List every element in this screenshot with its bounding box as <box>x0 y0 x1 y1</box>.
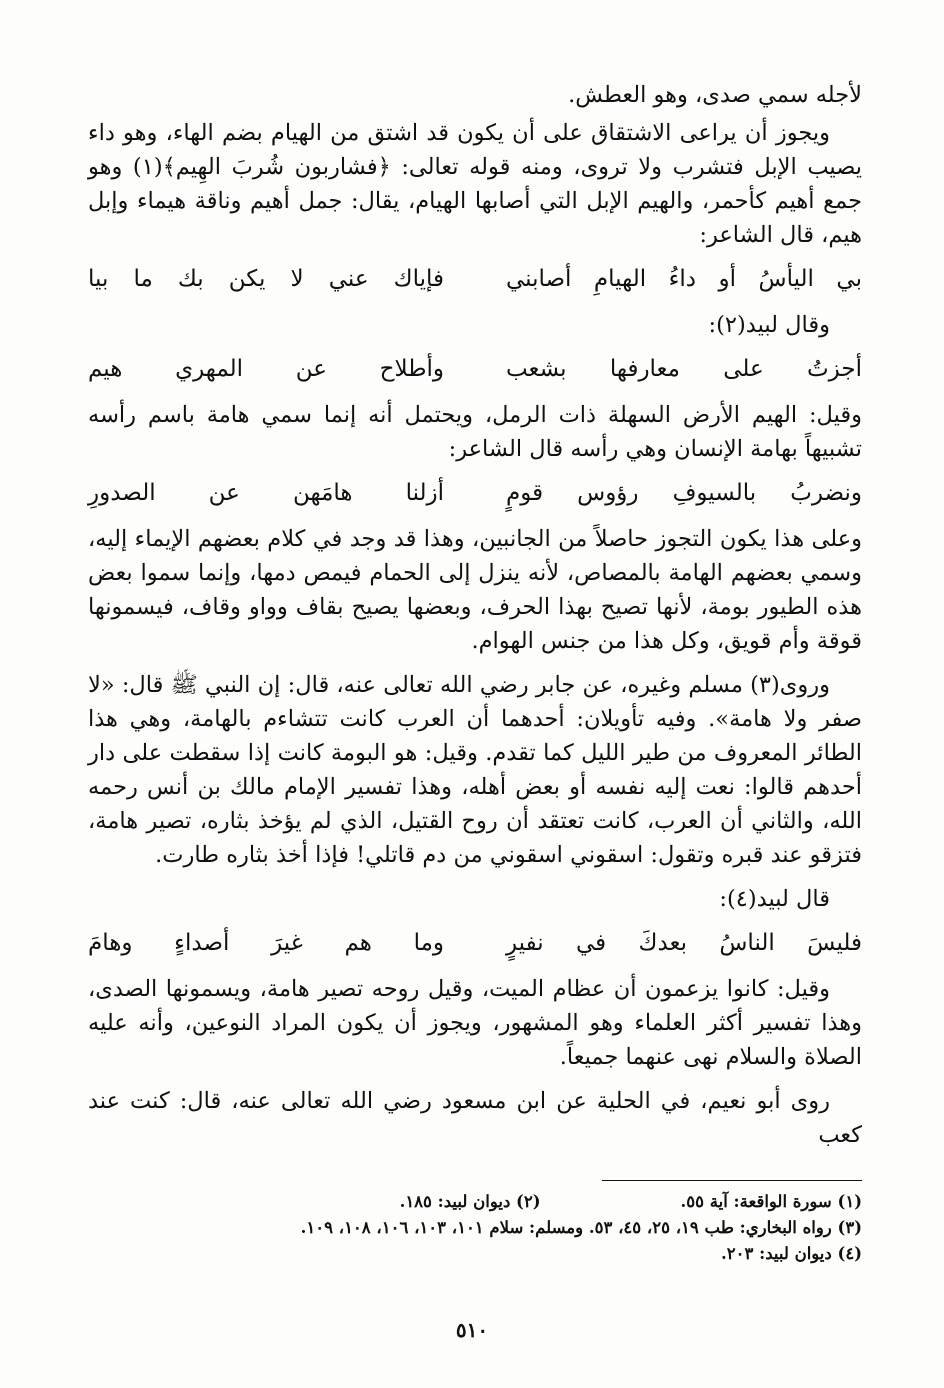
verse-2-left-hemistich: وأطلاح عن المهري هيم <box>88 356 445 382</box>
footnote-3: (٣) رواه البخاري: طب ١٩، ٢٥، ٤٥، ٥٣. ومسلم: سلام ١٠١، ١٠٣، ١٠٦، ١٠٨، ١٠٩. <box>300 1218 862 1237</box>
paragraph-6: وروى(٣) مسلم وغيره، عن جابر رضي الله تعالى عنه، قال: إن النبي ﷺ قال: «لا صفر ولا هامة». وفيه تأويلان: أحدهما أن العرب كانت تتشاءم بالهامة، وهي هذا الطائر المعروف من طير الليل كما تقدم. وقيل: هو البومة كانت إذا سقطت على دار أحدهم قالوا: نعت إليه نفسه أو بعض أهله، وهذا تفسير الإمام مالك بن أنس رحمه الله، والثاني أن العرب، كانت تعتقد أن روح القتيل، الذي لم يؤخذ بثاره، تصير هامة، فتزقو عند قبره وتقول: اسقوني اسقوني من دم قاتلي! فإذا أخذ بثاره طارت. <box>88 672 862 868</box>
paragraph-4: وقيل: الهيم الأرض السهلة ذات الرمل، ويحتمل أنه إنما سمي هامة باسم رأسه تشبيهاً بهامة الإنسان وهي رأسه قال الشاعر: <box>88 402 862 462</box>
footnote-divider <box>602 1180 862 1181</box>
paragraph-7: قال لبيد(٤): <box>719 886 830 912</box>
paragraph-3: وقال لبيد(٢): <box>708 312 830 338</box>
verse-4-right-hemistich: فليسَ الناسُ بعدكَ في نفيرٍ <box>505 930 862 956</box>
paragraph-1: لأجله سمي صدى، وهو العطش. <box>568 82 862 108</box>
footnote-2: (٢) ديوان لبيد: ١٨٥. <box>399 1192 541 1211</box>
verse-2-right-hemistich: أجزتُ على معارفها بشعب <box>505 356 862 382</box>
verse-1-right-hemistich: بي اليأسُ أو داءُ الهيامِ أصابني <box>505 266 862 292</box>
paragraph-5: وعلى هذا يكون التجوز حاصلاً من الجانبين، وهذا قد وجد في كلام بعضهم الإيماء إليه، وسمي بعضهم الهامة بالمصاص، لأنه ينزل إلى الحمام فيمص دمها، وإنما سموا بعض هذه الطيور بومة، لأنها تصيح بهذا الحرف، وبعضها يصيح بقاف وواو وقاف، فيسمونها قوقة وأم قويق، وكل هذا من جنس الهوام. <box>88 526 862 654</box>
footnote-4: (٤) ديوان لبيد: ٢٠٣. <box>721 1244 862 1263</box>
verse-4-left-hemistich: وما هم غيرَ أصداءٍ وهامَ <box>88 930 445 956</box>
verse-1 <box>88 262 862 296</box>
verse-1-left-hemistich: فإياك عني لا يكن بك ما بيا <box>88 266 445 292</box>
footnote-row-1 <box>88 1189 862 1215</box>
verse-3-left-hemistich: أزلنا هامَهن عن الصدورِ <box>88 480 445 506</box>
verse-4 <box>88 926 862 960</box>
verse-3 <box>88 476 862 510</box>
page-number: ٥١٠ <box>455 1318 489 1342</box>
footnotes <box>88 1189 862 1267</box>
paragraph-8: وقيل: كانوا يزعمون أن عظام الميت، وقيل روحه تصير هامة، ويسمونها الصدى، وهذا تفسير أكثر العلماء وهو المشهور، ويجوز أن يكون المراد النوعين، وأنه عليه الصلاة والسلام نهى عنهما جميعاً. <box>88 976 862 1070</box>
paragraph-2: ويجوز أن يراعى الاشتقاق على أن يكون قد اشتق من الهيام بضم الهاء، وهو داء يصيب الإبل فتشرب ولا تروى، ومنه قوله تعالى: ﴿فشاربون شُربَ الهِيم﴾(١) وهو جمع أهيم كأحمر، والهيم الإبل التي أصابها الهيام، يقال: جمل أهيم وناقة هيماء وإبل هيم، قال الشاعر: <box>88 120 862 248</box>
footnote-1: (١) سورة الواقعة: آية ٥٥. <box>680 1192 862 1211</box>
verse-3-right-hemistich: ونضربُ بالسيوفِ رؤوس قومٍ <box>505 480 862 506</box>
paragraph-9: روى أبو نعيم، في الحلية عن ابن مسعود رضي الله تعالى عنه، قال: كنت عند كعب <box>88 1088 862 1148</box>
verse-2 <box>88 352 862 386</box>
